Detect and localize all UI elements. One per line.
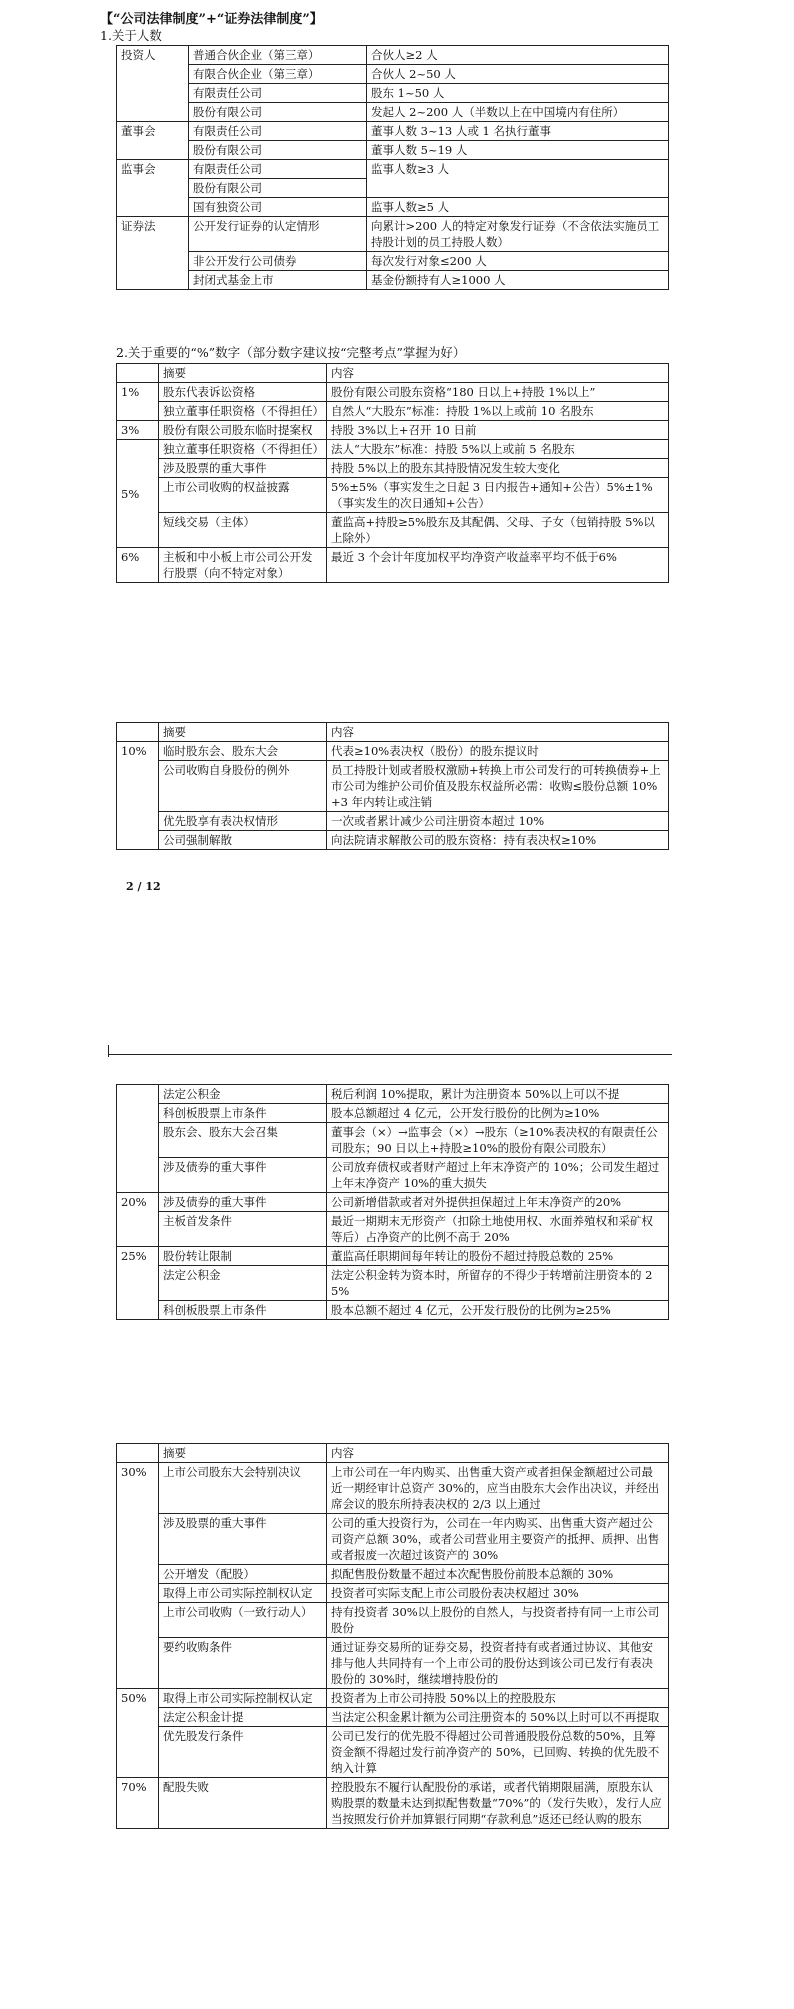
table-cell: 通过证券交易所的证券交易，投资者持有或者通过协议、其他安排与他人共同持有一个上市公司的股份达到该公司已发行有表决股份的 30%时，继续增持股份的 — [327, 1638, 669, 1689]
document-title: 【“公司法律制度”+“证券法律制度”】 — [100, 12, 323, 27]
table-cell: 董事会（×）→监事会（×）→股东（≥10%表决权的有限责任公司股东；90 日以上+持股≥10%的股份有限公司股东） — [327, 1123, 669, 1158]
table-cell: 非公开发行公司债券 — [189, 252, 367, 271]
table-cell: 5% — [117, 440, 159, 548]
table-cell: 独立董事任职资格（不得担任） — [159, 440, 327, 459]
table-cell: 股份有限公司 — [189, 103, 367, 122]
table-row — [117, 1085, 669, 1104]
table-row — [117, 84, 669, 103]
table-row — [117, 1247, 669, 1266]
page-number: 2 / 12 — [126, 880, 161, 893]
table-cell: 取得上市公司实际控制权认定 — [159, 1689, 327, 1708]
table-cell: 上市公司在一年内购买、出售重大资产或者担保金额超过公司最近一期经审计总资产 30%的，应当由股东大会作出决议，并经出席会议的股东所持表决权的 2/3 以上通过 — [327, 1463, 669, 1514]
column-header — [117, 723, 159, 742]
table-row — [117, 421, 669, 440]
table-cell: 优先股发行条件 — [159, 1727, 327, 1778]
table-cell: 科创板股票上市条件 — [159, 1301, 327, 1320]
table-cell: 20% — [117, 1193, 159, 1247]
table-row — [117, 440, 669, 459]
table-cell: 监事人数≥5 人 — [367, 198, 669, 217]
table-cell: 控股股东不履行认配股份的承诺，或者代销期限届满，原股东认购股票的数量未达到拟配售数量“70%”的（发行失败），发行人应当按照发行价并加算银行同期“存款利息”返还已经认购的股东 — [327, 1778, 669, 1829]
table-cell: 合伙人≥2 人 — [367, 46, 669, 65]
table-cell: 法定公积金计提 — [159, 1708, 327, 1727]
table-cell: 持股 5%以上的股东其持股情况发生较大变化 — [327, 459, 669, 478]
table-cell: 公开增发（配股） — [159, 1565, 327, 1584]
table-cell: 向法院请求解散公司的股东资格：持有表决权≥10% — [327, 831, 669, 850]
table-row — [117, 1463, 669, 1514]
table-cell: 5%±5%（事实发生之日起 3 日内报告+通知+公告）5%±1%（事实发生的次日通知+公告） — [327, 478, 669, 513]
table-cell: 向累计>200 人的特定对象发行证券（不含依法实施员工持股计划的员工持股人数） — [367, 217, 669, 252]
table-row — [117, 46, 669, 65]
table-header-row — [117, 364, 669, 383]
headcount-table — [116, 45, 669, 290]
percent-table-2 — [116, 722, 669, 850]
table-row — [117, 1301, 669, 1320]
table-row — [117, 1708, 669, 1727]
table-cell: 自然人“大股东”标准：持股 1%以上或前 10 名股东 — [327, 402, 669, 421]
table-cell: 50% — [117, 1689, 159, 1778]
table-cell: 上市公司股东大会特别决议 — [159, 1463, 327, 1514]
column-header: 内容 — [327, 1444, 669, 1463]
table-cell: 监事会 — [117, 160, 189, 217]
table-cell: 法定公积金 — [159, 1085, 327, 1104]
table-row — [117, 1266, 669, 1301]
table-cell: 董事会 — [117, 122, 189, 160]
table-cell: 股份有限公司 — [189, 179, 367, 198]
table-row — [117, 160, 669, 179]
cursor-mark — [108, 1045, 109, 1057]
table-cell: 持股 3%以上+召开 10 日前 — [327, 421, 669, 440]
table-row — [117, 742, 669, 761]
table-cell: 30% — [117, 1463, 159, 1689]
table-cell: 临时股东会、股东大会 — [159, 742, 327, 761]
table-cell: 股东 1~50 人 — [367, 84, 669, 103]
table-cell: 科创板股票上市条件 — [159, 1104, 327, 1123]
table-cell: 主板首发条件 — [159, 1212, 327, 1247]
table-row — [117, 383, 669, 402]
table-row — [117, 1514, 669, 1565]
table-cell: 独立董事任职资格（不得担任） — [159, 402, 327, 421]
table-cell: 法定公积金 — [159, 1266, 327, 1301]
table-row — [117, 402, 669, 421]
table-cell: 员工持股计划或者股权激励+转换上市公司发行的可转换债券+上市公司为维护公司价值及股东权益所必需：收购≤股份总额 10%+3 年内转让或注销 — [327, 761, 669, 812]
table-cell: 最近 3 个会计年度加权平均净资产收益率平均不低于6% — [327, 548, 669, 583]
table-cell: 上市公司收购（一致行动人） — [159, 1603, 327, 1638]
column-header: 内容 — [327, 364, 669, 383]
table-cell: 公开发行证券的认定情形 — [189, 217, 367, 252]
table-cell: 发起人 2~200 人（半数以上在中国境内有住所） — [367, 103, 669, 122]
table-row — [117, 1212, 669, 1247]
table-header-row — [117, 1444, 669, 1463]
table-cell: 基金份额持有人≥1000 人 — [367, 271, 669, 290]
page-header-rule — [108, 1054, 672, 1055]
table-header-row — [117, 723, 669, 742]
table-cell: 董监高+持股≥5%股东及其配偶、父母、子女（包销持股 5%以上除外） — [327, 513, 669, 548]
table-cell: 投资者为上市公司持股 50%以上的控股股东 — [327, 1689, 669, 1708]
table-row — [117, 1584, 669, 1603]
table-cell: 股本总额超过 4 亿元，公开发行股份的比例为≥10% — [327, 1104, 669, 1123]
table-cell: 主板和中小板上市公司公开发行股票（向不特定对象） — [159, 548, 327, 583]
table-cell: 有限合伙企业（第三章） — [189, 65, 367, 84]
table-row — [117, 1565, 669, 1584]
table-row — [117, 478, 669, 513]
table-cell: 6% — [117, 548, 159, 583]
table-row — [117, 1104, 669, 1123]
table-cell: 拟配售股份数量不超过本次配售股份前股本总额的 30% — [327, 1565, 669, 1584]
table-cell: 投资者可实际支配上市公司股份表决权超过 30% — [327, 1584, 669, 1603]
table-cell: 投资人 — [117, 46, 189, 122]
table-cell: 董事人数 5~19 人 — [367, 141, 669, 160]
table-cell: 涉及债券的重大事件 — [159, 1158, 327, 1193]
table-row — [117, 1727, 669, 1778]
table-cell: 70% — [117, 1778, 159, 1829]
table-cell — [117, 1085, 159, 1193]
table-cell: 股份有限公司 — [189, 141, 367, 160]
percent-table-4 — [116, 1443, 669, 1829]
table-row — [117, 1778, 669, 1829]
table-row — [117, 459, 669, 478]
table-row — [117, 122, 669, 141]
table-cell: 涉及股票的重大事件 — [159, 1514, 327, 1565]
table-cell: 公司已发行的优先股不得超过公司普通股股份总数的50%，且筹资金额不得超过发行前净资产的 50%，已回购、转换的优先股不纳入计算 — [327, 1727, 669, 1778]
table-cell: 税后利润 10%提取，累计为注册资本 50%以上可以不提 — [327, 1085, 669, 1104]
table-cell: 代表≥10%表决权（股份）的股东提议时 — [327, 742, 669, 761]
table-cell: 优先股享有表决权情形 — [159, 812, 327, 831]
table-row — [117, 1158, 669, 1193]
table-cell: 公司新增借款或者对外提供担保超过上年末净资产的20% — [327, 1193, 669, 1212]
table-cell: 股东代表诉讼资格 — [159, 383, 327, 402]
table-row — [117, 1193, 669, 1212]
table-cell: 3% — [117, 421, 159, 440]
table-cell: 10% — [117, 742, 159, 850]
table-cell: 涉及债券的重大事件 — [159, 1193, 327, 1212]
table-row — [117, 1689, 669, 1708]
table-cell: 配股失败 — [159, 1778, 327, 1829]
table-cell: 法定公积金转为资本时，所留存的不得少于转增前注册资本的 25% — [327, 1266, 669, 1301]
table-cell: 要约收购条件 — [159, 1638, 327, 1689]
column-header — [117, 364, 159, 383]
table-row — [117, 141, 669, 160]
table-cell: 取得上市公司实际控制权认定 — [159, 1584, 327, 1603]
table-row — [117, 217, 669, 252]
column-header: 内容 — [327, 723, 669, 742]
table-cell: 有限责任公司 — [189, 84, 367, 103]
table-row — [117, 1123, 669, 1158]
table-cell: 公司收购自身股份的例外 — [159, 761, 327, 812]
table-row — [117, 198, 669, 217]
table-row — [117, 1638, 669, 1689]
table-cell: 股份有限公司股东资格“180 日以上+持股 1%以上” — [327, 383, 669, 402]
table-cell: 一次或者累计减少公司注册资本超过 10% — [327, 812, 669, 831]
table-cell: 当法定公积金累计额为公司注册资本的 50%以上时可以不再提取 — [327, 1708, 669, 1727]
table-row — [117, 548, 669, 583]
table-cell: 监事人数≥3 人 — [367, 160, 669, 198]
table-cell: 国有独资公司 — [189, 198, 367, 217]
table-cell: 公司强制解散 — [159, 831, 327, 850]
table-cell: 涉及股票的重大事件 — [159, 459, 327, 478]
table-cell: 股本总额不超过 4 亿元，公开发行股份的比例为≥25% — [327, 1301, 669, 1320]
column-header — [117, 1444, 159, 1463]
table-cell: 股东会、股东大会召集 — [159, 1123, 327, 1158]
table-row — [117, 1603, 669, 1638]
table-cell: 每次发行对象≤200 人 — [367, 252, 669, 271]
percent-table-1 — [116, 363, 669, 583]
table-cell: 股份转让限制 — [159, 1247, 327, 1266]
table-cell: 董监高任职期间每年转让的股份不超过持股总数的 25% — [327, 1247, 669, 1266]
table-row — [117, 103, 669, 122]
table-cell: 公司的重大投资行为，公司在一年内购买、出售重大资产超过公司资产总额 30%，或者公司营业用主要资产的抵押、质押、出售或者报废一次超过该资产的 30% — [327, 1514, 669, 1565]
table-cell: 有限责任公司 — [189, 122, 367, 141]
table-row — [117, 761, 669, 812]
section-heading-headcount: 1.关于人数 — [100, 28, 162, 43]
table-cell: 持有投资者 30%以上股份的自然人，与投资者持有同一上市公司股份 — [327, 1603, 669, 1638]
table-cell: 有限责任公司 — [189, 160, 367, 179]
table-row — [117, 812, 669, 831]
percent-table-3 — [116, 1084, 669, 1320]
table-cell: 封闭式基金上市 — [189, 271, 367, 290]
table-row — [117, 831, 669, 850]
table-cell: 证券法 — [117, 217, 189, 290]
section-heading-percent: 2.关于重要的“%”数字（部分数字建议按“完整考点”掌握为好） — [116, 345, 466, 360]
table-cell: 公司放弃债权或者财产超过上年末净资产的 10%；公司发生超过上年末净资产 10%的重大损失 — [327, 1158, 669, 1193]
table-row — [117, 252, 669, 271]
table-cell: 1% — [117, 383, 159, 421]
table-cell: 普通合伙企业（第三章） — [189, 46, 367, 65]
column-header: 摘要 — [159, 1444, 327, 1463]
table-cell: 短线交易（主体） — [159, 513, 327, 548]
table-row — [117, 65, 669, 84]
table-cell: 25% — [117, 1247, 159, 1320]
table-cell: 合伙人 2~50 人 — [367, 65, 669, 84]
table-cell: 董事人数 3~13 人或 1 名执行董事 — [367, 122, 669, 141]
column-header: 摘要 — [159, 364, 327, 383]
column-header: 摘要 — [159, 723, 327, 742]
table-row — [117, 513, 669, 548]
table-cell: 股份有限公司股东临时提案权 — [159, 421, 327, 440]
table-cell: 法人“大股东”标准：持股 5%以上或前 5 名股东 — [327, 440, 669, 459]
table-row — [117, 271, 669, 290]
table-cell: 最近一期期末无形资产（扣除土地使用权、水面养殖权和采矿权等后）占净资产的比例不高于 20% — [327, 1212, 669, 1247]
table-cell: 上市公司收购的权益披露 — [159, 478, 327, 513]
